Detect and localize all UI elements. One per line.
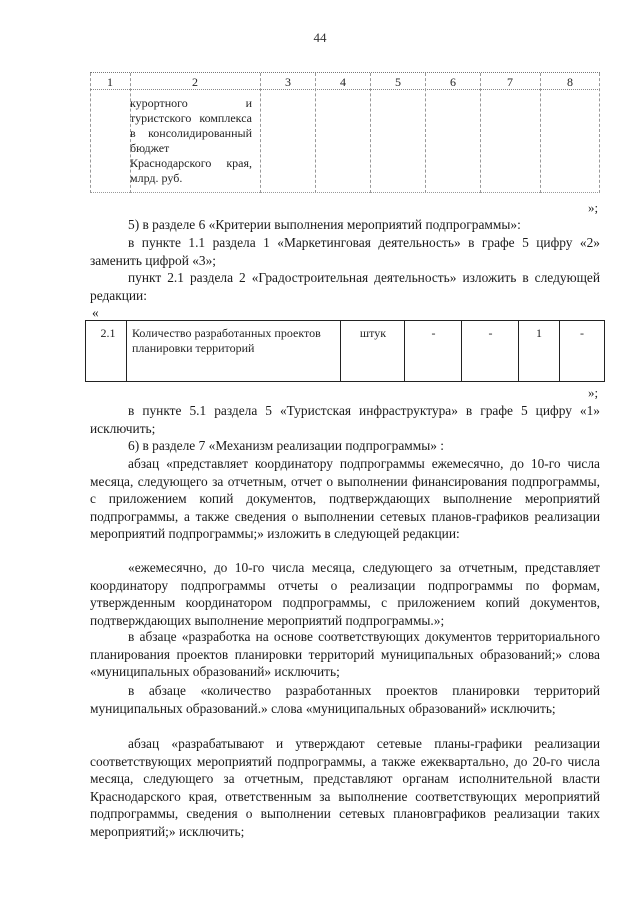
table-col-border	[260, 73, 261, 193]
table-col-border	[340, 321, 341, 381]
table-fragment-top	[90, 72, 600, 193]
table-cell-name: Количество разработанных проектов планировки территорий	[132, 326, 321, 355]
table-header-cell: 8	[567, 75, 573, 89]
table-header-cell: 3	[285, 75, 291, 89]
table-col-border	[370, 73, 371, 193]
table-col-border	[425, 73, 426, 193]
paragraph: в пункте 1.1 раздела 1 «Маркетинговая деятельность» в графе 5 цифру «2» заменить цифрой «3»;	[90, 235, 600, 268]
table-col-border	[90, 73, 91, 193]
table-col-border	[404, 321, 405, 381]
table-cell-value: -	[580, 326, 584, 340]
table-header-cell: 1	[107, 75, 113, 89]
table-header-cell: 5	[395, 75, 401, 89]
table-col-border	[599, 73, 600, 193]
table-col-border	[540, 73, 541, 193]
paragraph: в абзаце «количество разработанных проектов планировки территорий муниципальных образований.» слова «муниципальных образований» исключить;	[90, 683, 600, 716]
table-cell-number: 2.1	[100, 326, 116, 340]
table-col-border	[461, 321, 462, 381]
paragraph: пункт 2.1 раздела 2 «Градостроительная деятельность» изложить в следующей редакции:	[90, 270, 600, 303]
table-col-border	[559, 321, 560, 381]
table-cell-value: -	[488, 326, 493, 340]
table-bottom-line	[90, 192, 600, 193]
table-cell-value: 1	[536, 326, 542, 340]
paragraph: «ежемесячно, до 10-го числа месяца, следующего за отчетным, представляет координатору подпрограммы отчеты о реализации подпрограммы по формам, утвержденным координатором подпрограммы, с приложением копий документов, подтверждающих выполнение мероприятий подпрограммы.»;	[90, 560, 600, 628]
table-cell-value: -	[431, 326, 436, 340]
opening-quote-mark: «	[92, 305, 99, 320]
paragraph: абзац «представляет координатору подпрограммы ежемесячно, до 10-го числа месяца, следующего за отчетным, отчет о выполнении финансирования подпрограммы, с приложением копий документов, подтверждающих выполнение мероприятий подпрограммы, а также сведения о выполнении сетевых планов-графиков реализации мероприятий подпрограммы;» изложить в следующей редакции:	[90, 456, 600, 541]
table-criteria-row	[85, 320, 605, 382]
table-header-cell: 6	[450, 75, 456, 89]
table-col-border	[480, 73, 481, 193]
paragraph: 6) в разделе 7 «Механизм реализации подпрограммы» :	[128, 438, 445, 453]
table-cell-text: курортного и туристского комплекса в консолидированный бюджет Краснодарского края, млрд. руб.	[130, 96, 252, 185]
table-col-border	[126, 321, 127, 381]
closing-quote-mark: »;	[588, 200, 599, 215]
table-header-line	[90, 89, 600, 90]
closing-quote-mark: »;	[588, 385, 599, 400]
table-cell-unit: штук	[359, 326, 387, 340]
paragraph: 5) в разделе 6 «Критерии выполнения мероприятий подпрограммы»:	[128, 217, 521, 232]
table-header-cell: 4	[340, 75, 346, 89]
page-number: 44	[313, 30, 327, 45]
paragraph: в пункте 5.1 раздела 5 «Туристская инфраструктура» в графе 5 цифру «1» исключить;	[90, 403, 600, 436]
table-col-border	[315, 73, 316, 193]
table-col-border	[518, 321, 519, 381]
table-header-cell: 2	[192, 75, 198, 89]
paragraph: в абзаце «разработка на основе соответствующих документов территориального планирования проектов планировки территорий муниципальных образований;» слова «муниципальных образований» исключить;	[90, 629, 600, 679]
table-header-cell: 7	[507, 75, 513, 89]
paragraph: абзац «разрабатывают и утверждают сетевые планы-графики реализации соответствующих мероприятий подпрограммы, а также ежеквартально, до 20-го числа месяца, следующего за отчетным, представляют органам исполнительной власти Краснодарского края, ответственным за выполнение соответствующих мероприятий подпрограммы, сведения о выполнении сетевых плановграфиков реализации таких мероприятий;» исключить;	[90, 736, 600, 839]
